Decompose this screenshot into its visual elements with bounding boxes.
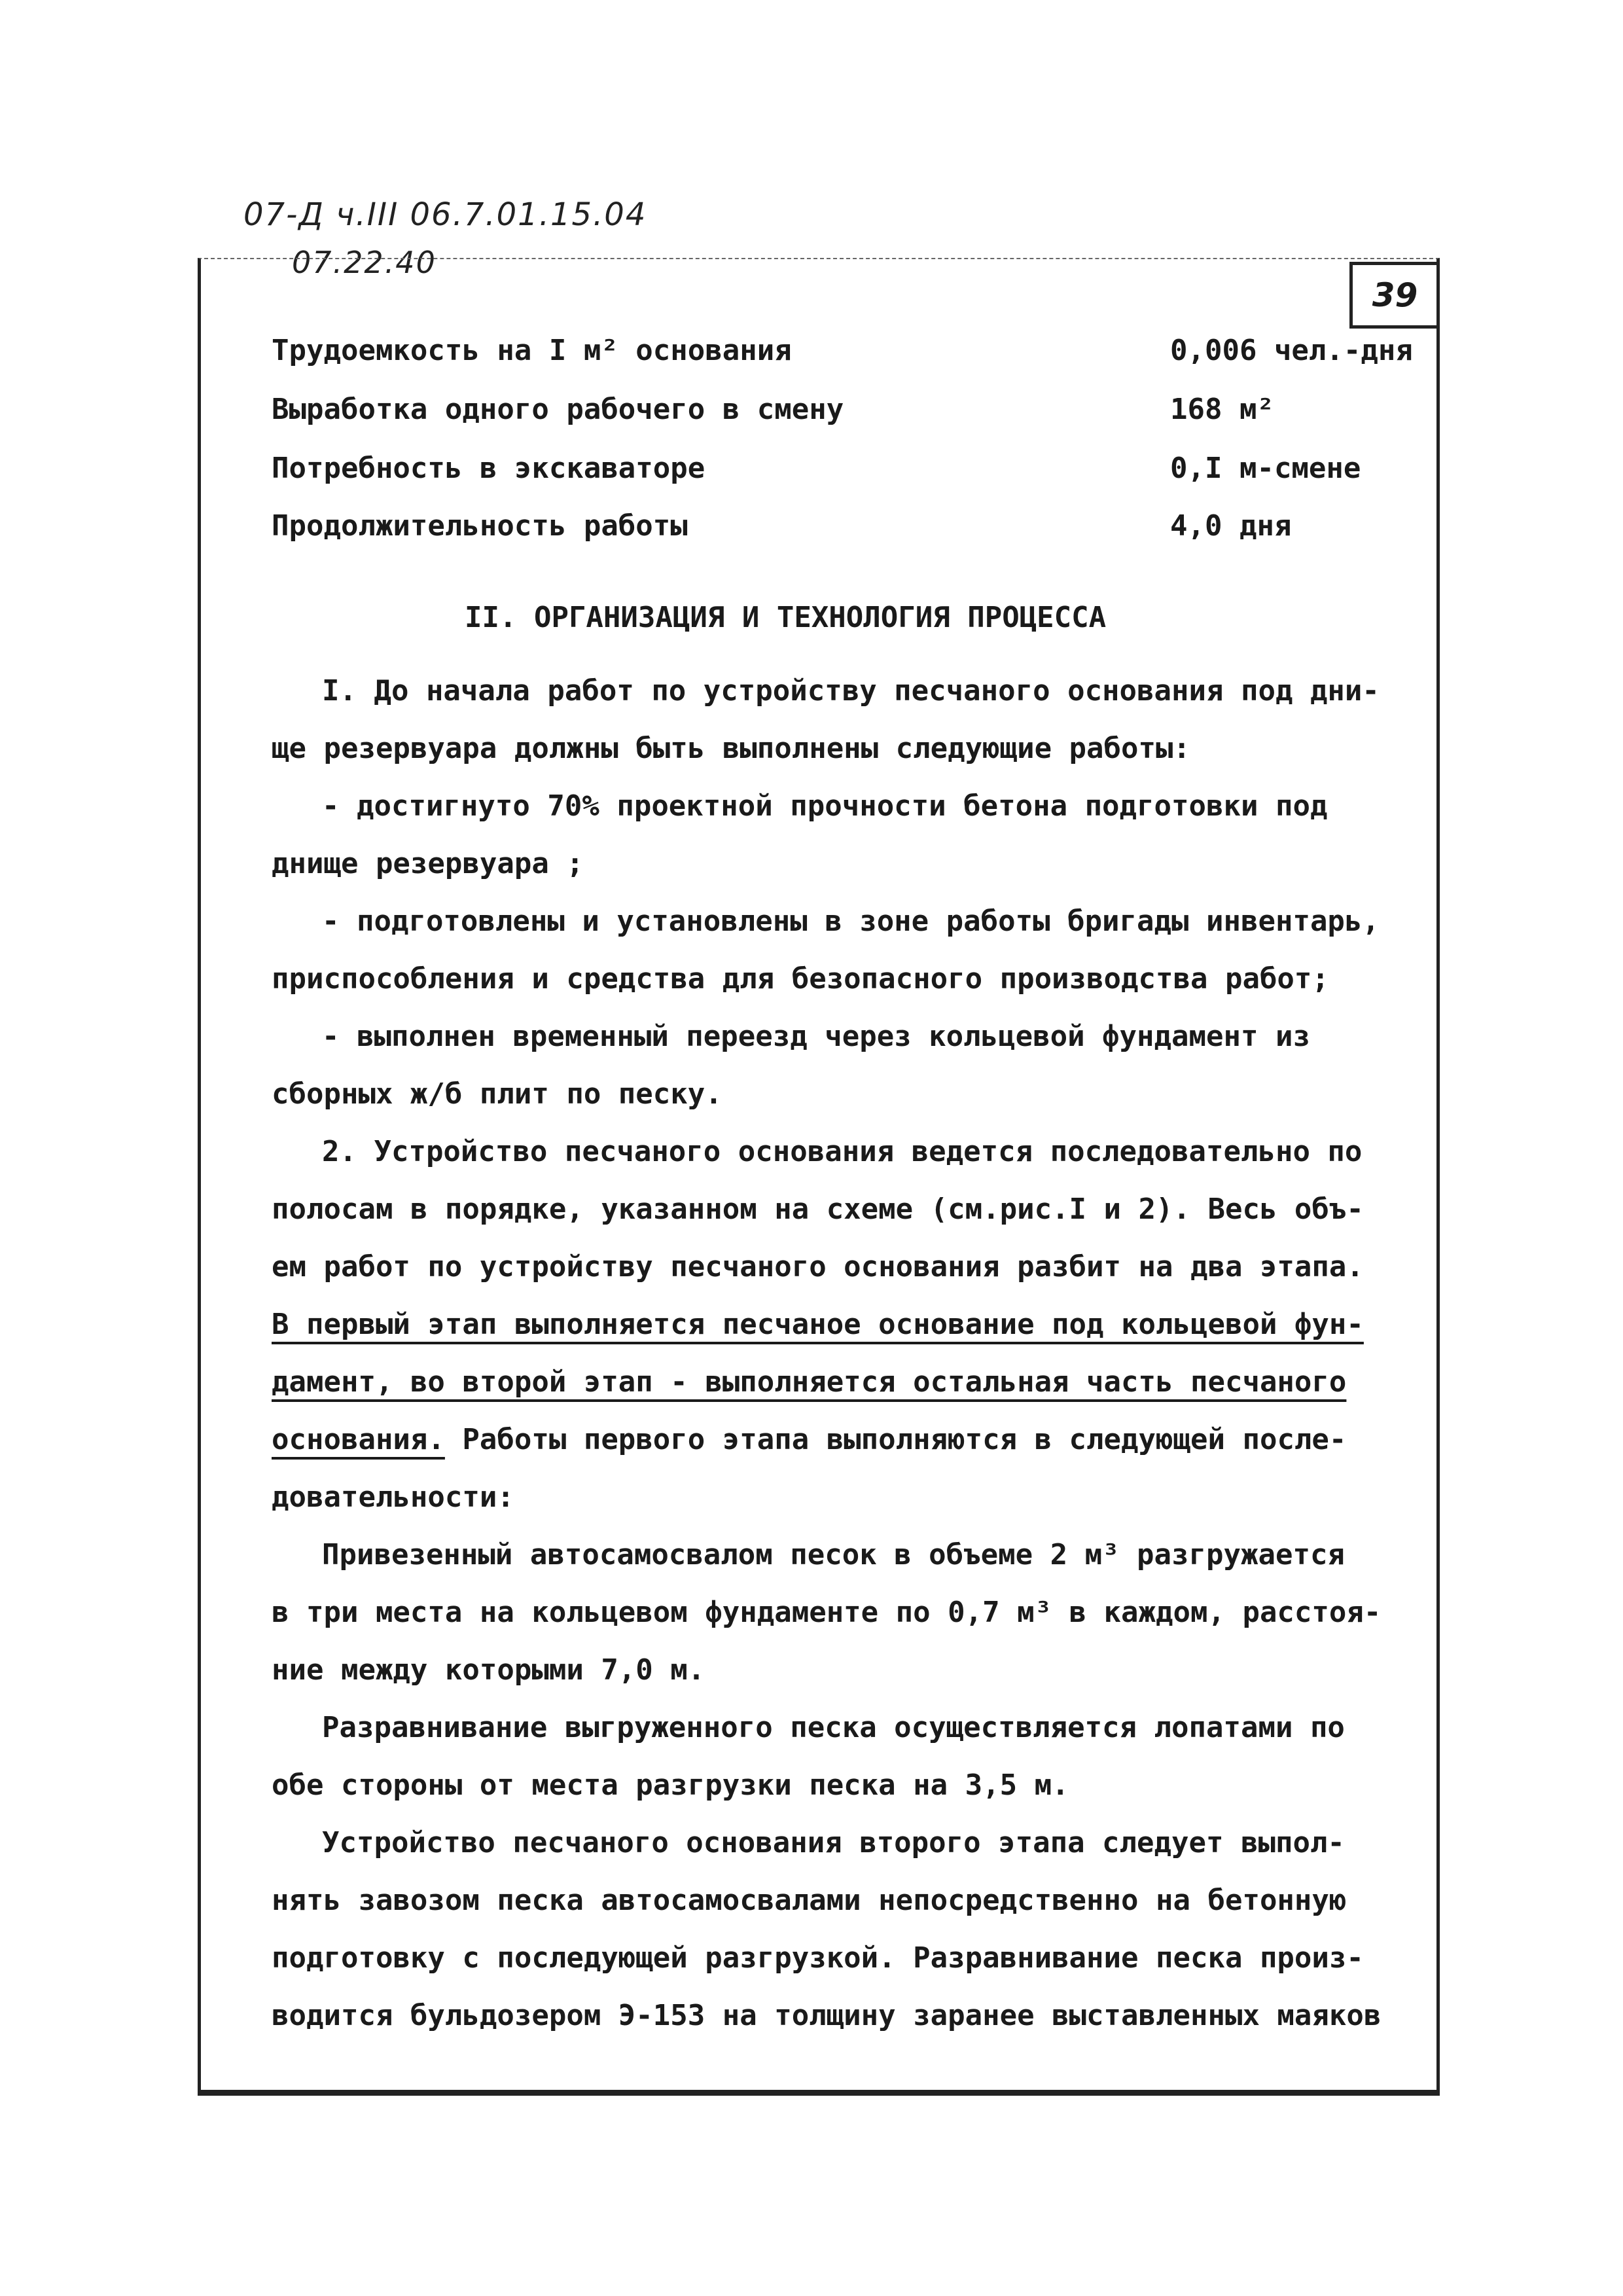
document-subcode: 07.22.40: [292, 245, 437, 280]
text-line: днище резервуара ;: [272, 847, 584, 880]
text-line: Привезенный автосамосвалом песок в объеме 2 м³ разгружается: [322, 1538, 1345, 1571]
text-line-underlined: В первый этап выполняется песчаное основание под кольцевой фун-: [272, 1308, 1364, 1341]
param-label: Трудоемкость на I м² основания: [272, 334, 792, 367]
text-line: в три места на кольцевом фундаменте по 0,7 м³ в каждом, расстоя-: [272, 1596, 1382, 1629]
param-value: 0,I м-смене: [1170, 452, 1361, 485]
text-line: - подготовлены и установлены в зоне работы бригады инвентарь,: [322, 905, 1380, 938]
text-line: ние между которыми 7,0 м.: [272, 1653, 705, 1687]
text-line: - достигнуто 70% проектной прочности бетона подготовки под: [322, 789, 1328, 823]
text-line-underlined: дамент, во второй этап - выполняется остальная часть песчаного: [272, 1365, 1347, 1399]
text-line: Устройство песчаного основания второго этапа следует выпол-: [322, 1826, 1345, 1859]
text-line: сборных ж/б плит по песку.: [272, 1077, 722, 1111]
text-line: приспособления и средства для безопасного производства работ;: [272, 962, 1329, 996]
text-line: подготовку с последующей разгрузкой. Разравнивание песка произ-: [272, 1941, 1364, 1975]
page-number: 39: [1349, 262, 1437, 329]
text-fragment: Работы первого этапа выполняются в следующей после-: [444, 1423, 1347, 1456]
text-line: I. До начала работ по устройству песчаного основания под дни-: [322, 674, 1380, 708]
param-value: 0,006 чел.-дня: [1170, 334, 1413, 367]
param-label: Выработка одного рабочего в смену: [272, 393, 844, 426]
param-label: Продолжительность работы: [272, 509, 688, 543]
param-value: 168 м²: [1170, 393, 1274, 426]
text-line: обе стороны от места разгрузки песка на 3,5 м.: [272, 1768, 1069, 1802]
param-value: 4,0 дня: [1170, 509, 1292, 543]
text-line: [272, 1423, 1346, 1456]
underlined-fragment: основания.: [272, 1423, 445, 1456]
text-line: 2. Устройство песчаного основания ведется последовательно по: [322, 1135, 1363, 1168]
text-line: нять завозом песка автосамосвалами непосредственно на бетонную: [272, 1884, 1347, 1917]
text-line: полосам в порядке, указанном на схеме (см.рис.I и 2). Весь объ-: [272, 1193, 1364, 1226]
section-heading: II. ОРГАНИЗАЦИЯ И ТЕХНОЛОГИЯ ПРОЦЕССА: [465, 601, 1107, 634]
param-label: Потребность в экскаваторе: [272, 452, 705, 485]
text-line: довательности:: [272, 1480, 514, 1514]
text-line: - выполнен временный переезд через кольцевой фундамент из: [322, 1020, 1310, 1053]
text-line: ще резервуара должны быть выполнены следующие работы:: [272, 732, 1190, 765]
text-line: ем работ по устройству песчаного основания разбит на два этапа.: [272, 1250, 1364, 1283]
text-line: водится бульдозером Э-153 на толщину заранее выставленных маяков: [272, 1999, 1382, 2032]
document-code: 07-Д ч.III 06.7.01.15.04: [243, 196, 647, 233]
text-line: Разравнивание выгруженного песка осуществляется лопатами по: [322, 1711, 1345, 1744]
